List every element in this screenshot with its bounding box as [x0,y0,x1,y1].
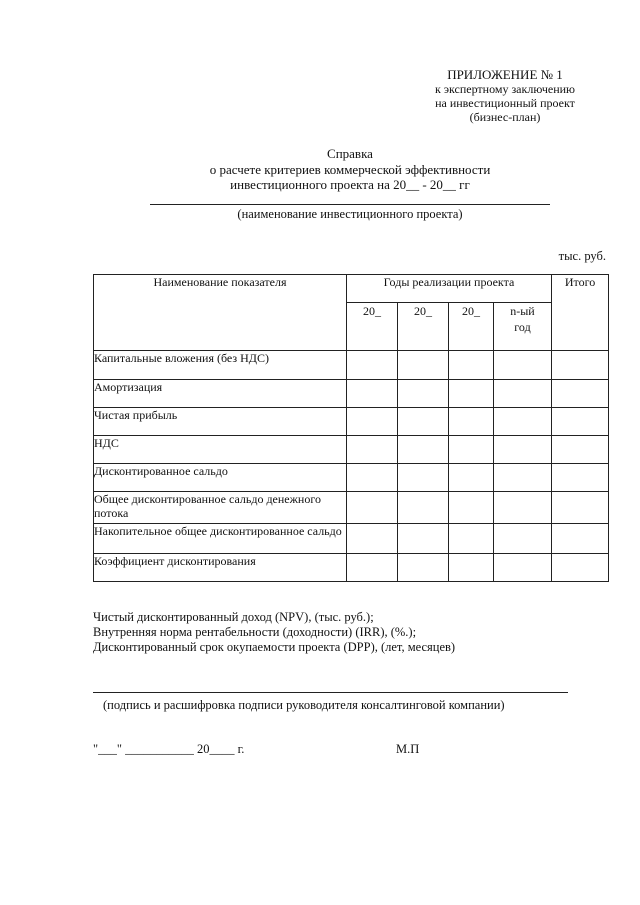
table-row [94,492,609,524]
appendix-header [400,68,610,124]
title-line-3: инвестиционного проекта на 20__ - 20__ гг [230,177,470,192]
row-label-capex: Капитальные вложения (без НДС) [94,351,347,380]
table-cell [449,351,494,380]
table-cell [347,351,398,380]
metric-dpp: Дисконтированный срок окупаемости проекта (DPP), (лет, месяцев) [93,640,456,654]
table-cell [398,464,449,492]
metrics-list [93,610,455,655]
indicators-table [93,274,609,582]
year-col-3: 20_ [449,303,494,351]
appendix-line-2: к экспертному заключению [434,82,576,96]
table-cell [347,436,398,464]
header-total: Итого [552,275,609,351]
table-row [94,524,609,554]
table-cell [449,380,494,408]
table-header-row [94,275,609,303]
table-cell [552,554,609,582]
table-cell [552,408,609,436]
table-cell [398,408,449,436]
year-col-n-line-2: год [514,320,531,334]
table-cell [347,380,398,408]
units-label: тыс. руб. [558,249,606,263]
row-label-depreciation: Амортизация [94,380,347,408]
header-years: Годы реализации проекта [347,275,552,303]
row-label-net-profit: Чистая прибыль [94,408,347,436]
table-cell [347,408,398,436]
title-line-1: Справка [327,146,373,161]
table-cell [494,464,552,492]
table-cell [398,436,449,464]
row-label-discounted-balance: Дисконтированное сальдо [94,464,347,492]
stamp-label: М.П [396,742,420,756]
table-cell [449,436,494,464]
table-cell [552,464,609,492]
project-name-caption: (наименование инвестиционного проекта) [237,207,463,221]
table-cell [494,380,552,408]
table-row [94,351,609,380]
table-row [94,554,609,582]
appendix-line-4: (бизнес-план) [469,110,541,124]
table-cell [347,464,398,492]
document-title [150,146,550,193]
table-cell [449,492,494,524]
row-label-discount-factor: Коэффициент дисконтирования [94,554,347,582]
row-label-vat: НДС [94,436,347,464]
table-cell [552,380,609,408]
table-cell [494,524,552,554]
date-line: "___" ___________ 20____ г. [93,742,245,756]
table-cell [398,492,449,524]
year-col-n-line-1: n-ый [510,304,535,318]
metric-irr: Внутренняя норма рентабельности (доходности) (IRR), (%.); [93,625,417,639]
year-col-n [494,303,552,351]
signature-caption: (подпись и расшифровка подписи руководителя консалтинговой компании) [103,698,505,712]
table-cell [552,436,609,464]
row-label-cumulative-discounted-balance: Накопительное общее дисконтированное сальдо [94,524,347,554]
table-cell [494,492,552,524]
table-row [94,464,609,492]
table-cell [398,380,449,408]
appendix-line-3: на инвестиционный проект [435,96,575,110]
table-cell [398,554,449,582]
table-cell [449,464,494,492]
table-row [94,380,609,408]
table-cell [552,524,609,554]
table-cell [347,554,398,582]
metric-npv: Чистый дисконтированный доход (NPV), (тыс. руб.); [93,610,374,624]
header-indicator: Наименование показателя [94,275,347,351]
table-row [94,436,609,464]
table-cell [552,492,609,524]
row-label-total-discounted-cashflow: Общее дисконтированное сальдо денежного потока [94,492,347,524]
table-cell [449,524,494,554]
table-cell [347,524,398,554]
table-cell [494,554,552,582]
title-line-2: о расчете критериев коммерческой эффективности [209,161,491,177]
table-row [94,408,609,436]
year-col-1: 20_ [347,303,398,351]
project-name-line [150,204,550,205]
table-cell [398,351,449,380]
table-cell [494,436,552,464]
table-cell [398,524,449,554]
table-cell [552,351,609,380]
table-cell [494,408,552,436]
table-cell [347,492,398,524]
table-cell [494,351,552,380]
table-cell [449,408,494,436]
appendix-number: ПРИЛОЖЕНИЕ № 1 [447,67,563,82]
table-cell [449,554,494,582]
year-col-2: 20_ [398,303,449,351]
signature-line [93,692,568,693]
